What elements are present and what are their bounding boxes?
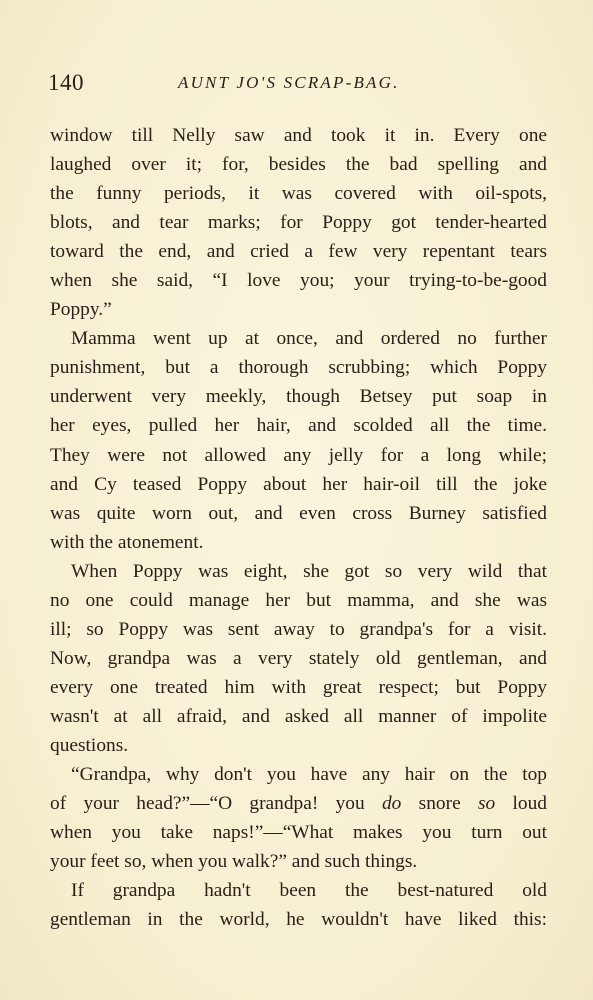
text-line: no one could manage her but mamma, and she was: [50, 589, 547, 611]
text-line: blots, and tear marks; for Poppy got tender-hearted: [50, 212, 547, 234]
text-line: Now, grandpa was a very stately old gentleman, and: [50, 647, 547, 669]
text-line: If grandpa hadn't been the best-natured old: [71, 880, 547, 902]
running-title: AUNT JO'S SCRAP-BAG.: [178, 73, 400, 92]
paragraph-2: [50, 324, 547, 556]
body-text: [50, 121, 547, 934]
text-line: Mamma went up at once, and ordered no further: [71, 328, 547, 350]
text-line: ill; so Poppy was sent away to grandpa's for a visit.: [50, 618, 547, 640]
text-line: Poppy.”: [50, 299, 112, 321]
text-line: “Grandpa, why don't you have any hair on the top: [71, 764, 547, 786]
paragraph-3: [50, 557, 547, 760]
text-line: punishment, but a thorough scrubbing; which Poppy: [50, 357, 547, 379]
text-line: laughed over it; for, besides the bad spelling and: [50, 154, 547, 176]
text-line: and Cy teased Poppy about her hair-oil till the joke: [50, 473, 547, 495]
text-run: loud: [495, 793, 547, 815]
text-line: was quite worn out, and even cross Burney satisfied: [50, 502, 547, 524]
text-line: [50, 789, 547, 818]
text-line: They were not allowed any jelly for a long while;: [50, 444, 547, 466]
text-line: when she said, “I love you; your trying-to-be-good: [50, 270, 547, 292]
text-run: snore: [401, 793, 478, 815]
text-line: wasn't at all afraid, and asked all manner of impolite: [50, 705, 547, 727]
italic-word: do: [381, 793, 402, 815]
italic-word: so: [477, 793, 496, 815]
paragraph-1: [50, 121, 547, 324]
text-line: the funny periods, it was covered with oil-spots,: [50, 183, 547, 205]
text-line: your feet so, when you walk?” and such things.: [50, 851, 418, 873]
text-line: gentleman in the world, he wouldn't have liked this:: [50, 909, 547, 931]
text-line: with the atonement.: [50, 531, 204, 553]
paragraph-5: [50, 876, 547, 934]
text-line: toward the end, and cried a few very repentant tears: [50, 241, 547, 263]
text-line: window till Nelly saw and took it in. Every one: [50, 125, 547, 146]
page-header: [48, 70, 548, 100]
page-number: 140: [48, 70, 84, 95]
paragraph-4: [50, 760, 547, 876]
text-line: every one treated him with great respect; but Poppy: [50, 676, 547, 698]
text-line: when you take naps!”—“What makes you turn out: [50, 822, 547, 844]
text-run: of your head?”—“O grandpa! you: [50, 793, 382, 815]
text-line: When Poppy was eight, she got so very wild that: [71, 560, 547, 582]
text-line: underwent very meekly, though Betsey put soap in: [50, 386, 547, 408]
text-line: her eyes, pulled her hair, and scolded all the time.: [50, 415, 547, 437]
text-line: questions.: [50, 734, 129, 756]
